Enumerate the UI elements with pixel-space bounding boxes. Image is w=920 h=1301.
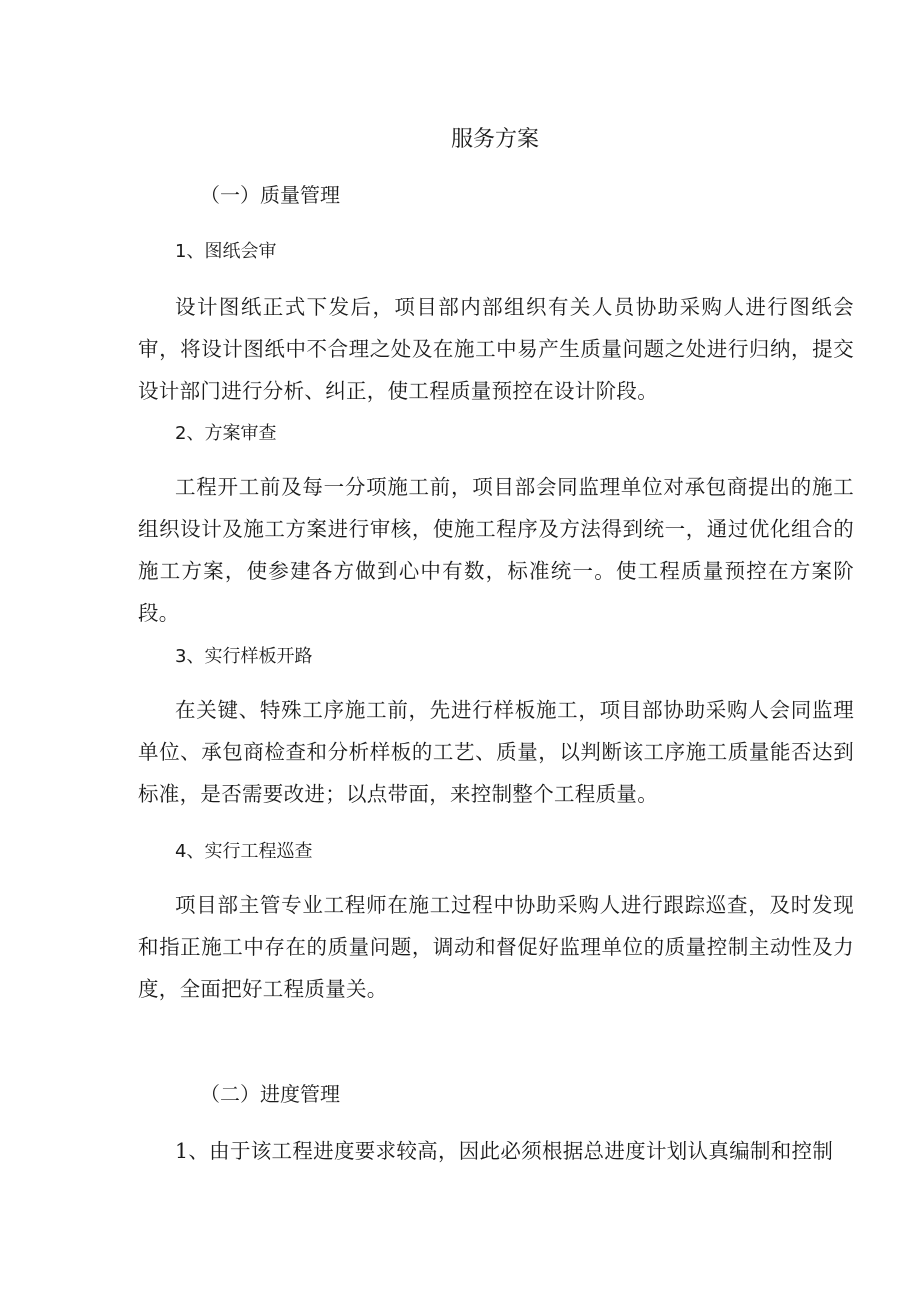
document-title: 服务方案: [450, 127, 539, 152]
subheading-drawing-review: 1、图纸会审: [175, 241, 277, 262]
paragraph-plan-review: 工程开工前及每一分项施工前，项目部会同监理单位对承包商提出的施工组织设计及施工方案进行审核，使施工程序及方法得到统一，通过优化组合的施工方案，使参建各方做到心中有数，标准统一。使工程质量预控在方案阶段。: [138, 475, 854, 625]
paragraph-sample-first: 在关键、特殊工序施工前，先进行样板施工，项目部协助采购人会同监理单位、承包商检查和分析样板的工艺、质量，以判断该工序施工质量能否达到标准，是否需要改进；以点带面，来控制整个工程质量。: [138, 698, 854, 806]
section-heading-quality: （一）质量管理: [200, 183, 340, 207]
subheading-sample-first: 3、实行样板开路: [175, 646, 313, 667]
section-heading-schedule: （二）进度管理: [200, 1082, 340, 1106]
paragraph-inspection: 项目部主管专业工程师在施工过程中协助采购人进行跟踪巡查，及时发现和指正施工中存在的质量问题，调动和督促好监理单位的质量控制主动性及力度，全面把好工程质量关。: [138, 893, 854, 1001]
subheading-inspection: 4、实行工程巡查: [175, 841, 313, 862]
subheading-plan-review: 2、方案审查: [175, 423, 277, 444]
paragraph-drawing-review: 设计图纸正式下发后，项目部内部组织有关人员协助采购人进行图纸会审，将设计图纸中不合理之处及在施工中易产生质量问题之处进行归纳，提交设计部门进行分析、纠正，使工程质量预控在设计阶段。: [138, 295, 854, 403]
paragraph-schedule-1: 1、由于该工程进度要求较高，因此必须根据总进度计划认真编制和控制: [175, 1139, 834, 1163]
